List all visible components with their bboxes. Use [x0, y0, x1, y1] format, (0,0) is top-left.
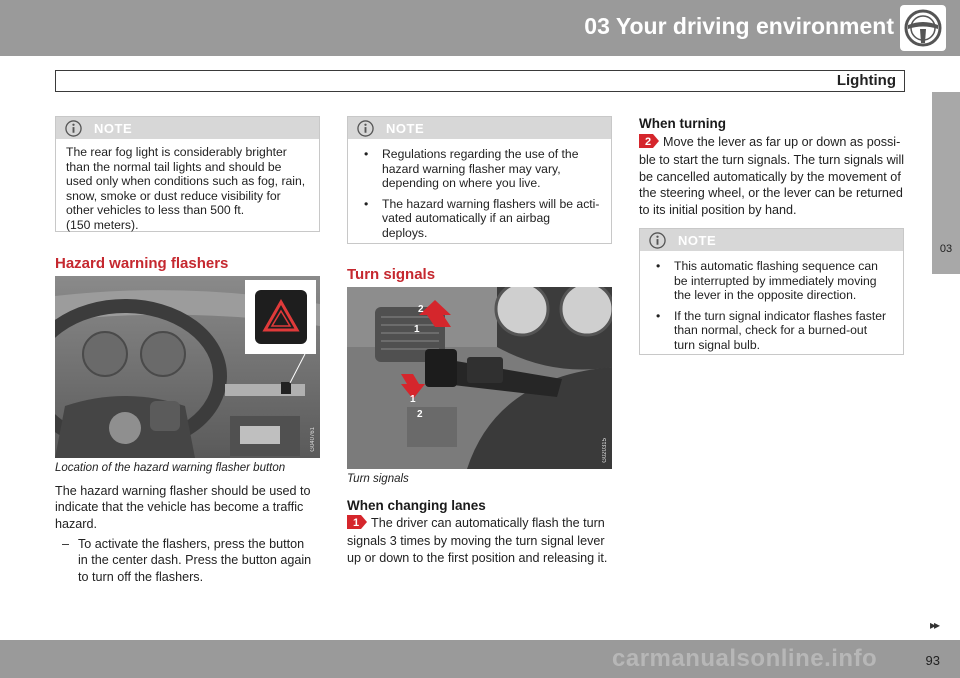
step-2-badge — [639, 134, 659, 152]
hazard-heading: Hazard warning flashers — [55, 255, 229, 272]
note-body — [640, 251, 903, 361]
bullet-line: turn signal bulb. — [674, 337, 761, 352]
arrow-label: 2 — [418, 304, 424, 315]
chapter-tab-label: 03 — [939, 243, 953, 255]
note-bullet — [364, 147, 601, 191]
step-badge-number: 2 — [645, 136, 652, 148]
bullet-line: • Regulations regarding the use of the — [382, 147, 579, 161]
note-turn-signals — [639, 228, 904, 355]
when-turning-heading: When turning — [639, 116, 726, 131]
section-title: Lighting — [836, 72, 896, 89]
note-line: than the normal tail lights and should be — [66, 159, 282, 174]
arrow-label: 1 — [410, 394, 416, 405]
dash-marker: – — [62, 537, 70, 551]
turn-signal-figure — [347, 287, 612, 469]
note-body — [348, 139, 611, 249]
note-bullet-list — [656, 259, 893, 353]
note-fog-light — [55, 116, 320, 232]
bullet-line: vated automatically if an airbag — [382, 211, 551, 226]
figure-code: G040761 — [310, 427, 316, 452]
note-bullet — [656, 309, 893, 353]
hazard-figure — [55, 276, 320, 458]
note-line: (150 meters). — [66, 217, 139, 232]
paragraph-line: be cancelled automatically by the movement of — [639, 169, 901, 184]
note-title: NOTE — [94, 121, 133, 136]
turn-signals-heading: Turn signals — [347, 266, 436, 283]
note-bullet — [656, 259, 893, 303]
section-bar — [55, 70, 905, 92]
step-1-badge — [347, 515, 367, 533]
paragraph-line: up or down to the first position and releasing it. — [347, 550, 608, 565]
bullet-line: • The hazard warning flashers will be acti- — [382, 196, 600, 211]
paragraph-line — [639, 134, 914, 152]
instruction-line: in the center dash. Press the button again — [78, 553, 312, 568]
steering-wheel-icon — [900, 5, 946, 51]
note-line: snow, smoke or dust reduce visibility for — [66, 188, 281, 203]
note-header — [348, 117, 611, 139]
next-page-arrows-icon[interactable]: ▸▸ — [929, 618, 938, 632]
note-hazard-regulations — [347, 116, 612, 244]
paragraph-text: Move the lever as far up or down as possi- — [663, 135, 901, 149]
paragraph-line: The hazard warning flasher should be used to — [55, 484, 311, 498]
paragraph-line: signals 3 times by moving the turn signal lever — [347, 534, 605, 549]
chapter-title: 03 Your driving environment — [584, 13, 894, 39]
info-icon — [357, 120, 374, 137]
arrow-label: 1 — [414, 324, 420, 335]
bullet-line: be interrupted by immediately moving — [674, 273, 877, 288]
paragraph-line: to its initial position by hand. — [639, 202, 797, 217]
paragraph-line — [347, 515, 622, 533]
note-line: used only when conditions such as fog, rain, — [66, 174, 306, 189]
note-bullet — [364, 197, 601, 241]
paragraph-line: ble to start the turn signals. The turn signals will — [639, 153, 905, 168]
info-icon — [649, 232, 666, 249]
note-header — [56, 117, 319, 139]
bullet-line: depending on where you live. — [382, 176, 541, 191]
note-body — [56, 139, 319, 241]
bullet-line: • This automatic flashing sequence can — [674, 259, 878, 273]
watermark: carmanualsonline.info — [612, 645, 878, 672]
note-bullet-list — [364, 147, 601, 241]
note-title: NOTE — [678, 233, 717, 248]
turn-signal-figure-caption: Turn signals — [347, 473, 409, 485]
step-badge-number: 1 — [353, 517, 360, 529]
page-number: 93 — [925, 653, 940, 668]
bullet-line: hazard warning flasher may vary, — [382, 161, 561, 176]
note-line: other vehicles to less than 500 ft. — [66, 203, 245, 218]
figure-code: G020315 — [602, 438, 608, 463]
hazard-paragraph — [55, 483, 325, 532]
bullet-line: the lever in the opposite direction. — [674, 288, 857, 303]
bullet-line: than normal, check for a burned-out — [674, 323, 868, 338]
arrow-label: 2 — [417, 409, 423, 420]
instruction-line: To activate the flashers, press the button — [78, 537, 305, 551]
instruction-line: to turn off the flashers. — [78, 569, 204, 584]
changing-lanes-paragraph — [347, 515, 622, 566]
bullet-line: • If the turn signal indicator flashes faster — [674, 308, 887, 323]
changing-lanes-heading: When changing lanes — [347, 498, 486, 513]
hazard-instruction — [62, 536, 328, 585]
when-turning-paragraph — [639, 134, 914, 218]
info-icon — [65, 120, 82, 137]
paragraph-line: hazard. — [55, 516, 98, 531]
paragraph-line: indicate that the vehicle has become a traffic — [55, 500, 304, 515]
note-line: The rear fog light is considerably brighter — [66, 145, 287, 159]
note-title: NOTE — [386, 121, 425, 136]
paragraph-line: the steering wheel, or the lever can be returned — [639, 186, 903, 201]
hazard-figure-caption: Location of the hazard warning flasher button — [55, 462, 286, 474]
bullet-line: deploys. — [382, 225, 428, 240]
paragraph-text: The driver can automatically flash the turn — [371, 516, 605, 530]
note-header — [640, 229, 903, 251]
